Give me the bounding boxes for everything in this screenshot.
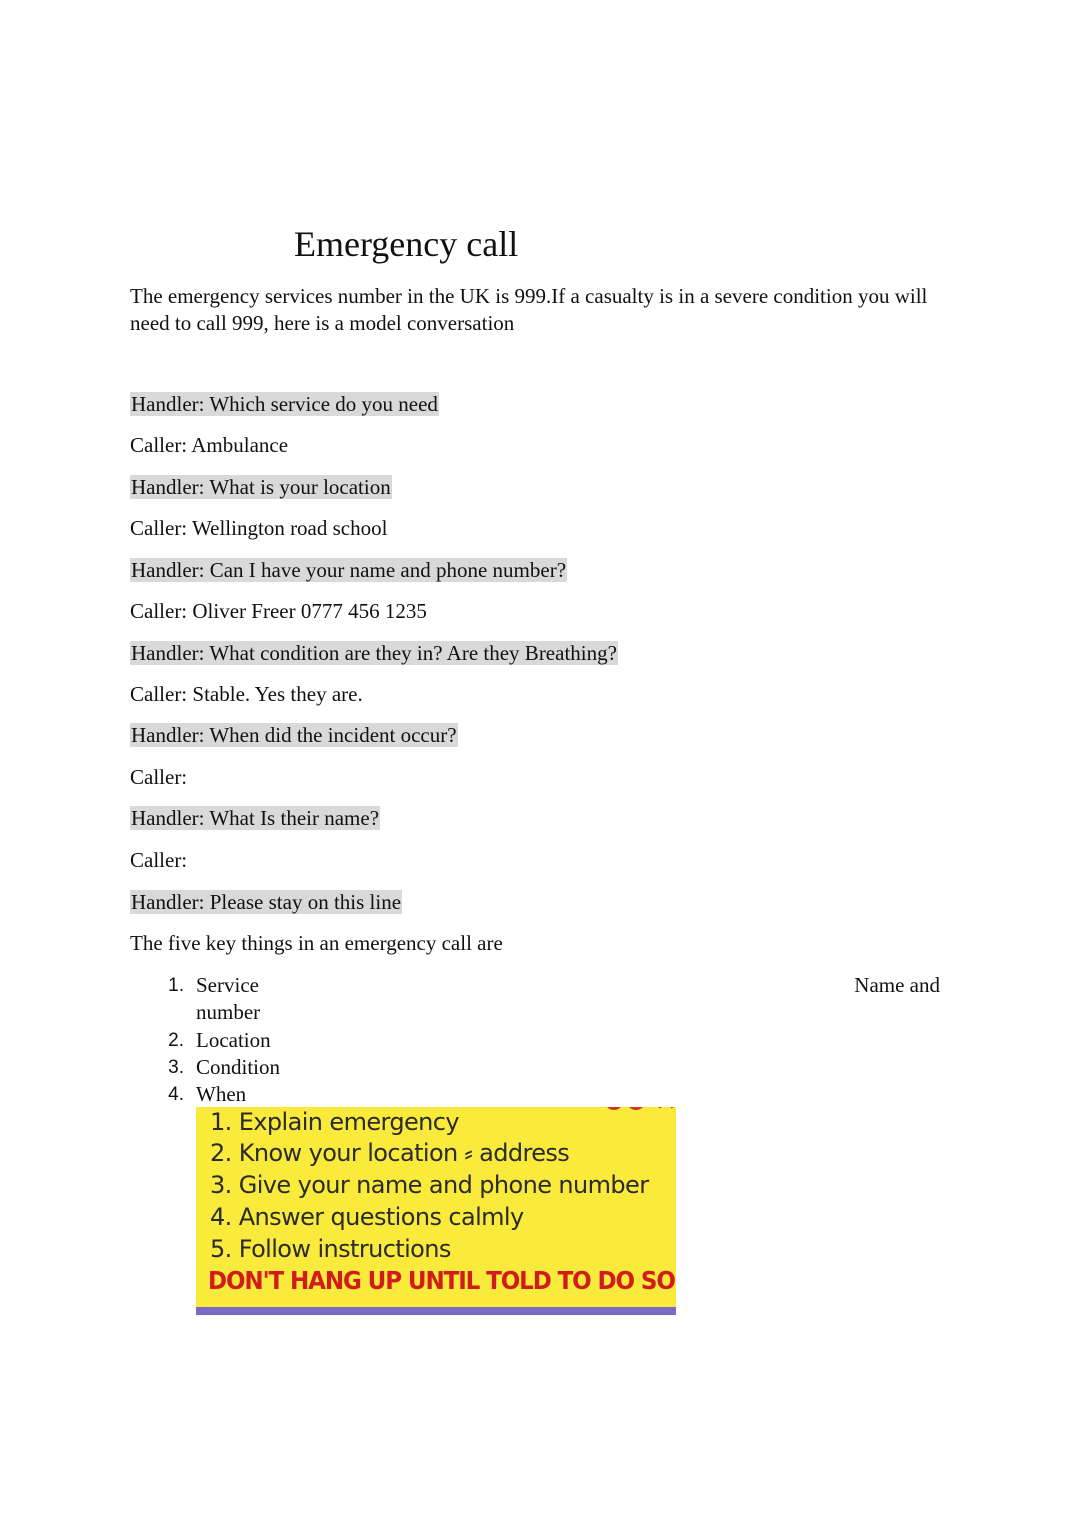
handler-line: Handler: What is your location — [131, 475, 391, 499]
poster-cropped-heading-decoration — [566, 1107, 676, 1115]
list-item: 4. When — [168, 1082, 247, 1107]
poster-warning: DON'T HANG UP UNTIL TOLD TO DO SO — [208, 1266, 675, 1295]
intro-paragraph: The emergency services number in the UK is 999.If a casualty is in a severe condition you will need to call 999, here is a model conversation — [130, 284, 928, 335]
caller-line: Caller: — [130, 765, 188, 789]
handler-line: Handler: Can I have your name and phone number? — [131, 558, 567, 582]
cropped-lettering-shape — [566, 1107, 676, 1117]
poster-item: 2. Know your location ⸗ address — [210, 1139, 570, 1167]
poster-item: 5. Follow instructions — [210, 1235, 451, 1263]
handler-line: Handler: What condition are they in? Are they Breathing? — [131, 641, 617, 665]
caller-line: Caller: Wellington road school — [130, 516, 388, 540]
poster-item: 1. Explain emergency — [210, 1108, 459, 1136]
list-item: 3. Condition — [168, 1054, 281, 1079]
caller-line: Caller: Ambulance — [130, 433, 289, 457]
poster-item: 3. Give your name and phone number — [210, 1171, 649, 1199]
handler-line: Handler: Which service do you need — [131, 392, 438, 416]
poster-item: 4. Answer questions calmly — [210, 1203, 524, 1231]
handler-line: Handler: What Is their name? — [131, 806, 380, 830]
caller-line: Caller: — [130, 848, 188, 872]
emergency-tips-poster — [196, 1107, 676, 1315]
list-item: 2. Location — [168, 1027, 271, 1052]
poster-bottom-stripe — [196, 1307, 676, 1315]
caller-line: Caller: Stable. Yes they are. — [130, 682, 363, 706]
page-title: Emergency call — [294, 224, 519, 264]
key-things-list — [160, 972, 940, 1108]
list-item: 1. Service Name and number — [168, 973, 940, 1025]
handler-line: Handler: When did the incident occur? — [131, 723, 457, 747]
handler-line: Handler: Please stay on this line — [131, 890, 402, 914]
caller-line: Caller: Oliver Freer 0777 456 1235 — [130, 599, 427, 623]
key-things-heading: The five key things in an emergency call are — [130, 931, 503, 955]
